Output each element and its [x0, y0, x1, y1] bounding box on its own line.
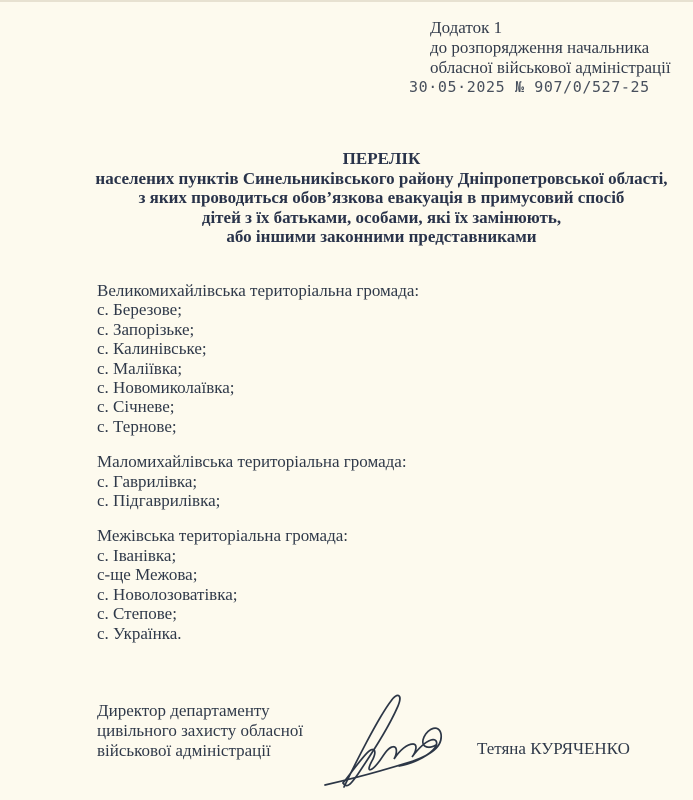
signer-position-line: Директор департаменту — [97, 701, 270, 720]
section-heading: Межівська територіальна громада: — [97, 526, 349, 546]
settlement-item: с. Маліївка; — [97, 358, 183, 378]
settlement-item: с. Запорізьке; — [97, 319, 195, 339]
date-number-stamp: 30·05·2025 № 907/0/527-25 — [409, 78, 650, 96]
settlement-item: с. Березове; — [97, 300, 182, 320]
signer-position-line: цивільного захисту обласної — [97, 721, 304, 740]
settlement-item: с. Тернове; — [97, 416, 177, 436]
appendix-line: до розпорядження начальника — [430, 38, 650, 57]
title-line: або іншими законними представниками — [226, 227, 537, 247]
section-heading: Маломихайлівська територіальна громада: — [97, 452, 407, 472]
document-title — [70, 149, 693, 247]
section-malomykhailivska — [97, 452, 419, 510]
handwritten-signature — [316, 686, 458, 794]
settlement-item: с-ще Межова; — [97, 565, 198, 585]
section-mezhivska — [97, 526, 419, 642]
appendix-block — [430, 18, 671, 78]
title-line: дітей з їх батьками, особами, які їх замінюють, — [201, 207, 562, 227]
signer-position-line: військової адміністрації — [97, 741, 271, 760]
settlement-sections — [97, 281, 419, 659]
appendix-line: Додаток 1 — [430, 18, 503, 37]
settlement-item: с. Підгаврилівка; — [97, 491, 221, 511]
settlement-item: с. Новомиколаївка; — [97, 378, 235, 398]
settlement-item: с. Гаврилівка; — [97, 471, 198, 491]
settlement-item: с. Січневе; — [97, 397, 175, 417]
section-heading: Великомихайлівська територіальна громада: — [97, 281, 420, 300]
settlement-item: с. Калинівське; — [97, 339, 207, 359]
title-heading: ПЕРЕЛІК — [342, 149, 421, 168]
signature-scribble-icon — [316, 686, 458, 794]
signer-name: Тетяна КУРЯЧЕНКО — [477, 739, 630, 758]
section-velykomykhailivska — [97, 281, 419, 436]
title-line: з яких проводиться обов’язкова евакуація в примусовий спосіб — [138, 188, 625, 208]
scan-top-edge — [0, 0, 693, 2]
appendix-line: обласної військової адміністрації — [430, 58, 671, 77]
settlement-item: с. Степове; — [97, 604, 177, 624]
settlement-item: с. Українка. — [97, 623, 182, 643]
title-line: населених пунктів Синельниківського району Дніпропетровської області, — [95, 168, 668, 188]
settlement-item: с. Іванівка; — [97, 545, 177, 565]
settlement-item: с. Новолозоватівка; — [97, 584, 238, 604]
signer-position — [97, 701, 303, 761]
